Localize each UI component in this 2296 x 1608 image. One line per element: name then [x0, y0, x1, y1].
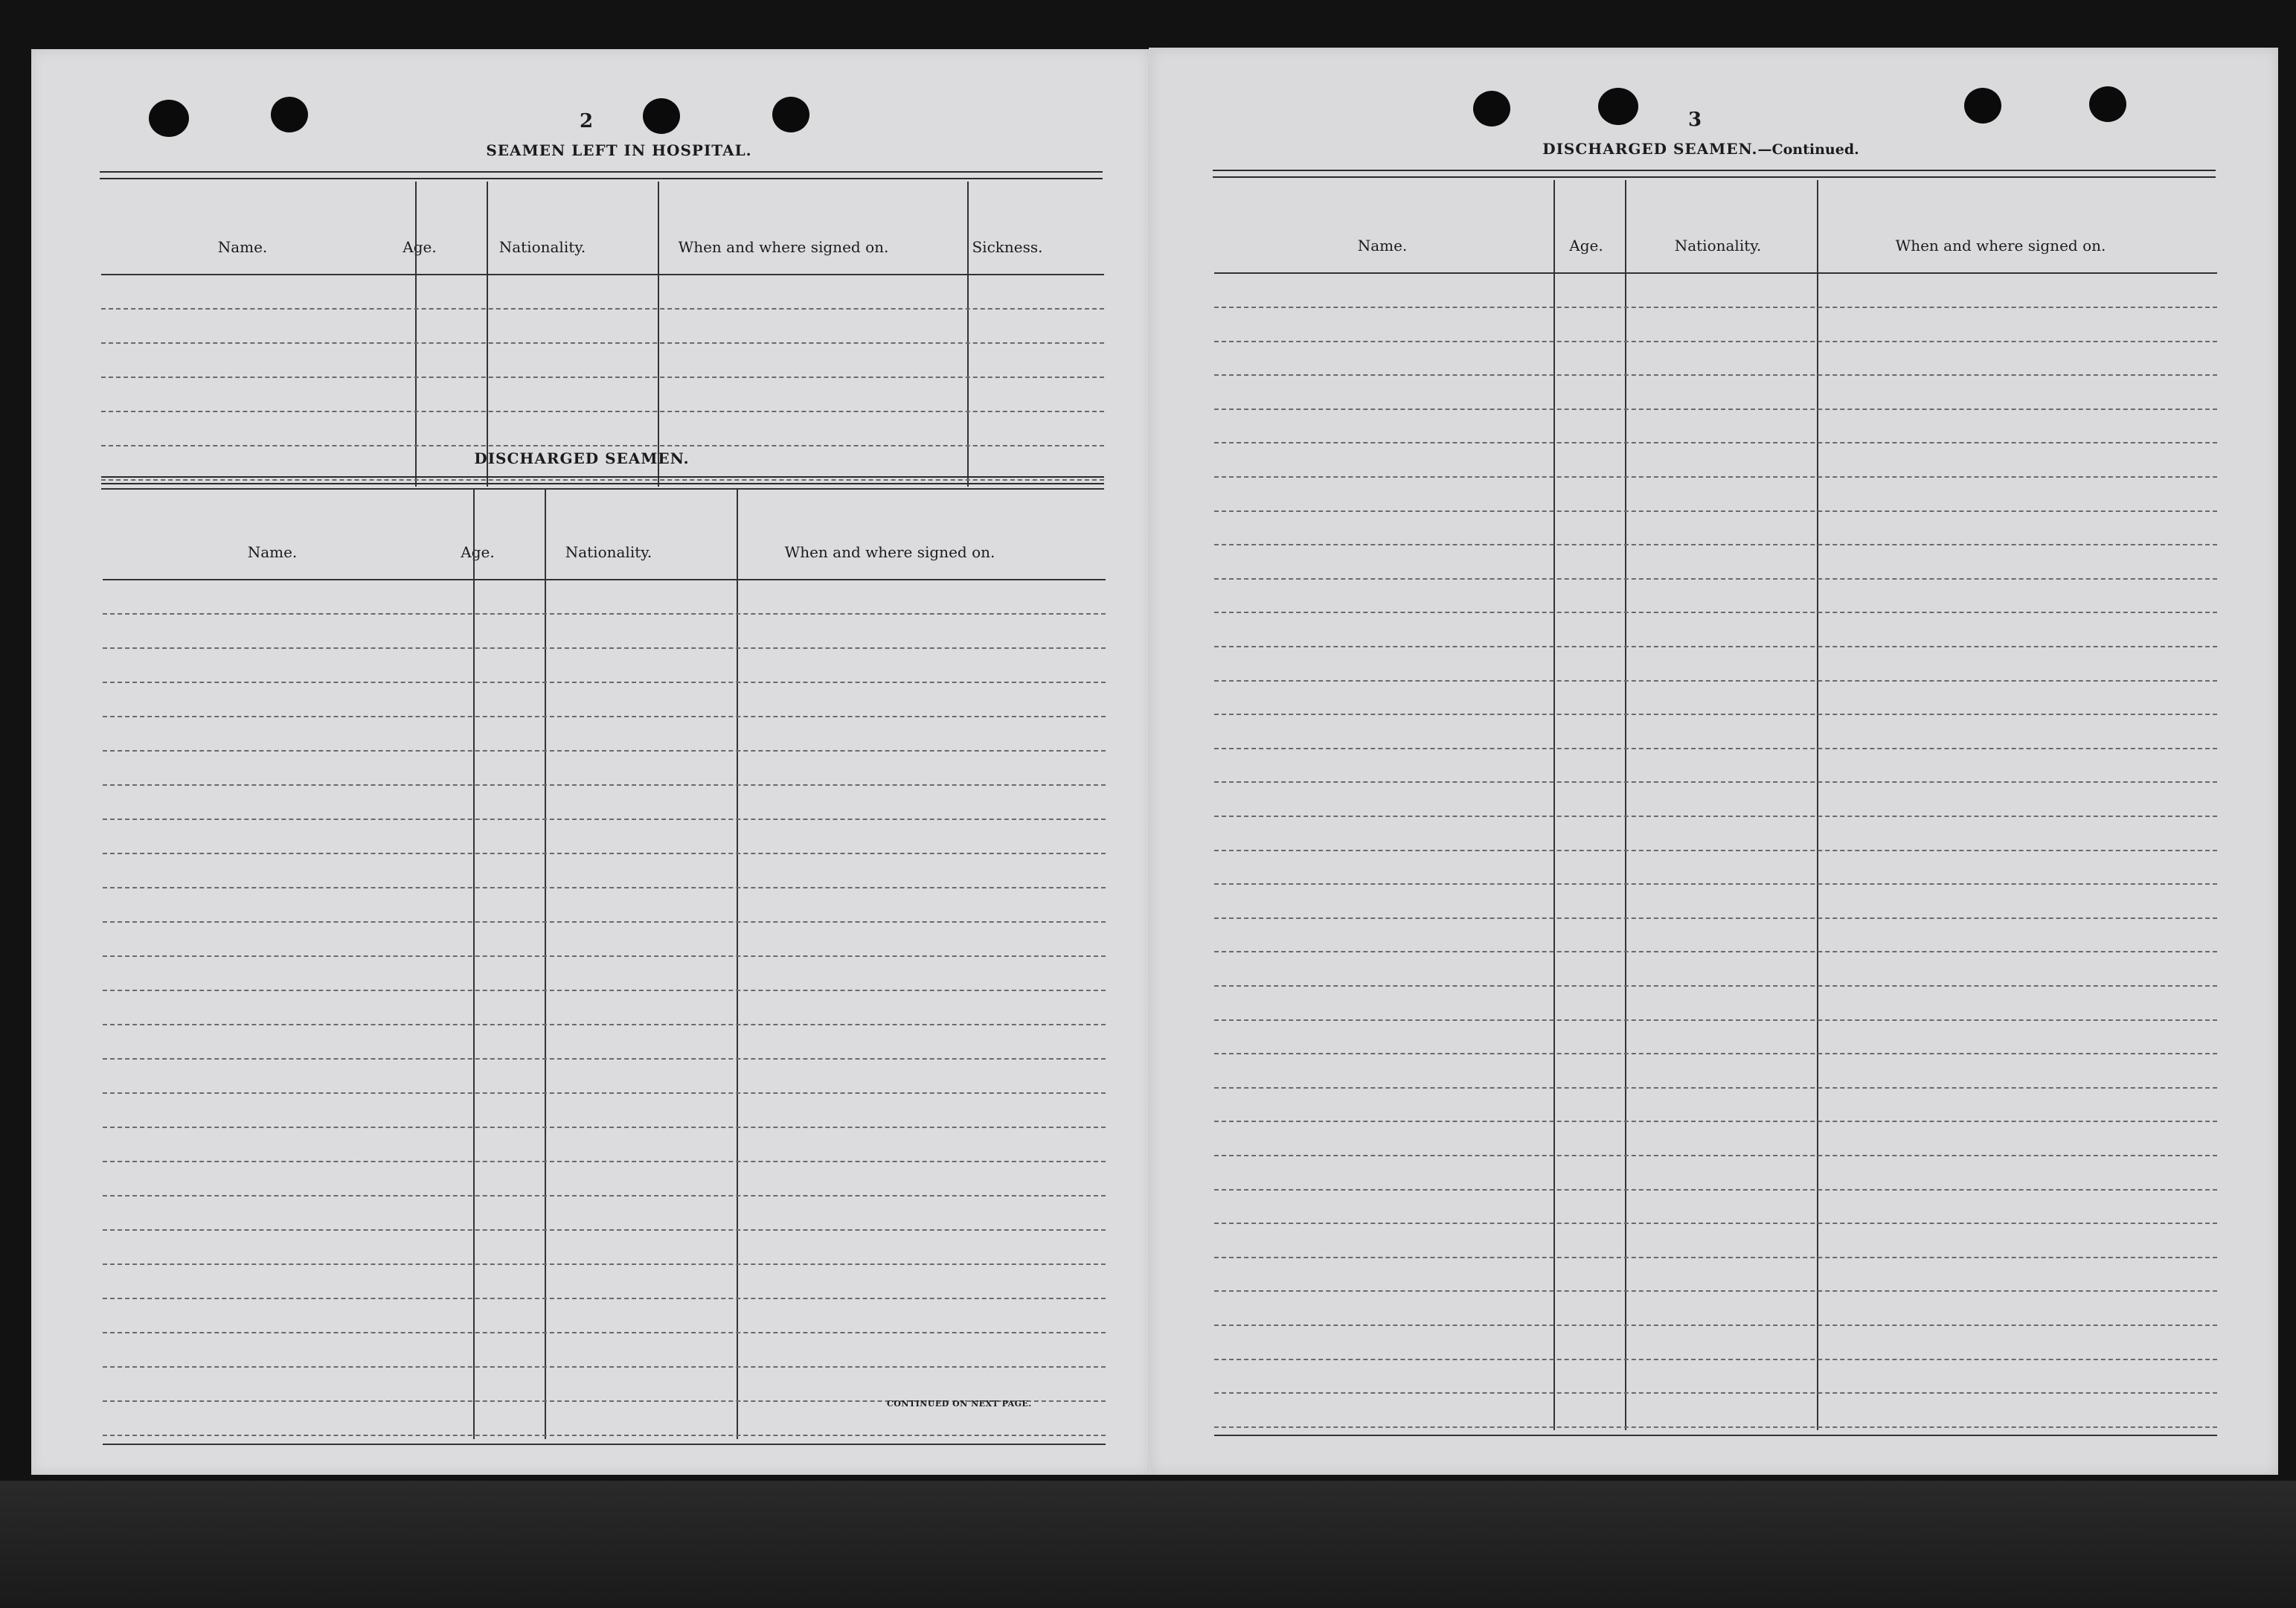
entry-row-line [1214, 1053, 2217, 1054]
entry-row-line [103, 1366, 1106, 1368]
punch-hole [149, 100, 189, 137]
entry-row-line [103, 1229, 1106, 1231]
entry-row-line [103, 1263, 1106, 1265]
discharged-continued-table [1214, 180, 2217, 1445]
entry-row-line [1214, 374, 2217, 376]
entry-row-line [103, 1092, 1106, 1094]
entry-row-line [1214, 850, 2217, 851]
section-title-discharged: DISCHARGED SEAMEN. [474, 449, 690, 467]
entry-row-line [103, 1435, 1106, 1436]
punch-hole [2089, 86, 2126, 122]
double-rule [1213, 170, 2216, 178]
column-divider [415, 182, 417, 487]
double-rule [101, 476, 1104, 484]
punch-hole [271, 97, 308, 132]
entry-row-line [103, 990, 1106, 991]
entry-row-line [103, 750, 1106, 752]
col-header-age: Age. [1569, 237, 1603, 254]
col-header-sickness: Sickness. [972, 238, 1043, 256]
col-header-signed-on: When and where signed on. [1895, 237, 2106, 254]
entry-row-line [1214, 1392, 2217, 1394]
continued-note: CONTINUED ON NEXT PAGE. [887, 1399, 1032, 1409]
entry-row-line [1214, 1257, 2217, 1258]
entry-row-line [1214, 1426, 2217, 1428]
entry-row-line [1214, 646, 2217, 647]
punch-hole [643, 98, 680, 134]
entry-row-line [1214, 1223, 2217, 1224]
entry-row-line [1214, 1189, 2217, 1191]
entry-row-line [1214, 748, 2217, 749]
column-divider [473, 488, 475, 1439]
hospital-table [101, 182, 1104, 493]
entry-row-line [103, 1332, 1106, 1333]
entry-row-line [101, 308, 1104, 310]
entry-row-line [1214, 714, 2217, 715]
entry-row-line [103, 1161, 1106, 1162]
entry-row-line [101, 377, 1104, 378]
entry-row-line [1214, 510, 2217, 512]
entry-row-line [103, 1058, 1106, 1060]
column-divider [487, 182, 488, 487]
entry-row-line [1214, 476, 2217, 478]
left-page [31, 49, 1150, 1475]
entry-row-line [103, 1195, 1106, 1197]
entry-row-line [103, 853, 1106, 854]
entry-row-line [1214, 1324, 2217, 1326]
right-page [1150, 48, 2278, 1475]
entry-row-line [1214, 1290, 2217, 1292]
entry-row-line [103, 1298, 1106, 1299]
entry-row-line [1214, 781, 2217, 783]
section-title-hospital: SEAMEN LEFT IN HOSPITAL. [486, 141, 752, 159]
entry-row-line [103, 613, 1106, 615]
col-header-name: Name. [247, 543, 298, 561]
column-divider [1625, 180, 1626, 1430]
entry-row-line [103, 887, 1106, 888]
entry-row-line [1214, 680, 2217, 682]
title-main: DISCHARGED SEAMEN. [1542, 140, 1758, 158]
entry-row-line [103, 716, 1106, 717]
entry-row-line [1214, 544, 2217, 545]
entry-row-line [103, 955, 1106, 957]
entry-row-line [1214, 883, 2217, 885]
column-divider [1553, 180, 1555, 1430]
entry-row-line [1214, 442, 2217, 443]
entry-row-line [1214, 1019, 2217, 1021]
entry-row-line [1214, 1155, 2217, 1156]
double-rule [100, 171, 1103, 179]
col-header-age: Age. [461, 543, 495, 561]
entry-row-line [103, 819, 1106, 820]
entry-row-line [1214, 409, 2217, 410]
column-divider [658, 182, 659, 487]
col-header-age: Age. [403, 238, 437, 256]
entry-row-line [1214, 985, 2217, 987]
col-header-signed-on: When and where signed on. [678, 238, 889, 256]
entry-row-line [103, 647, 1106, 649]
col-header-nationality: Nationality. [498, 238, 586, 256]
column-divider [545, 488, 546, 1439]
entry-row-line [1214, 307, 2217, 308]
entry-row-line [103, 921, 1106, 923]
table-bottom-rule [1214, 1435, 2217, 1436]
page-number: 2 [579, 110, 594, 132]
header-underline [101, 274, 1104, 275]
title-sub: —Continued. [1757, 141, 1859, 158]
entry-row-line [1214, 341, 2217, 342]
punch-hole [1964, 88, 2001, 124]
entry-row-line [1214, 917, 2217, 919]
table-bottom-rule [103, 1444, 1106, 1445]
entry-row-line [101, 445, 1104, 446]
entry-row-line [103, 1024, 1106, 1025]
entry-row-line [1214, 578, 2217, 580]
page-number: 3 [1687, 109, 1702, 131]
entry-row-line [103, 682, 1106, 683]
header-underline [1214, 272, 2217, 274]
column-divider [967, 182, 969, 487]
entry-row-line [1214, 816, 2217, 817]
entry-row-line [1214, 951, 2217, 952]
entry-row-line [101, 411, 1104, 412]
punch-hole [1473, 91, 1510, 126]
col-header-signed-on: When and where signed on. [784, 543, 995, 561]
discharged-table [103, 488, 1106, 1448]
entry-row-line [103, 1127, 1106, 1128]
entry-row-line [101, 342, 1104, 344]
punch-hole [1598, 88, 1638, 125]
column-divider [1817, 180, 1818, 1430]
entry-row-line [1214, 612, 2217, 613]
column-divider [737, 488, 738, 1439]
col-header-name: Name. [217, 238, 268, 256]
scan-background [0, 1481, 2296, 1608]
entry-row-line [1214, 1121, 2217, 1122]
entry-row-line [103, 784, 1106, 786]
section-title-discharged-continued [1492, 140, 1909, 158]
col-header-name: Name. [1357, 237, 1408, 254]
col-header-nationality: Nationality. [1674, 237, 1762, 254]
header-underline [103, 579, 1106, 580]
col-header-nationality: Nationality. [565, 543, 652, 561]
entry-row-line [1214, 1359, 2217, 1360]
punch-hole [772, 97, 809, 132]
entry-row-line [1214, 1087, 2217, 1089]
